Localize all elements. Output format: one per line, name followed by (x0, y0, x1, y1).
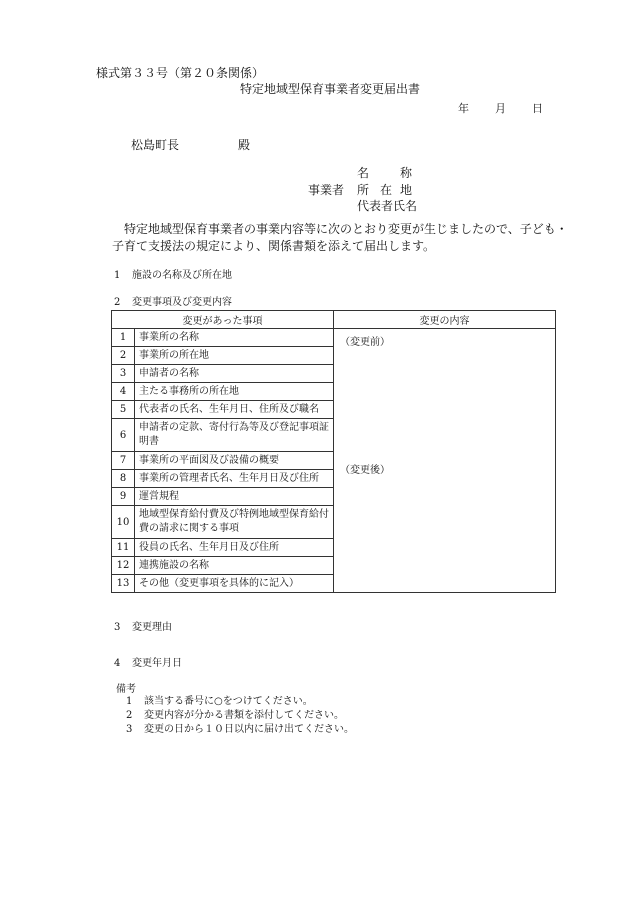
row-number: 1 (112, 329, 135, 347)
row-label: 地域型保育給付費及び特例地域型保育給付費の請求に関する事項 (135, 506, 334, 539)
remark-item (126, 706, 344, 721)
section-number: 1 (114, 270, 121, 281)
row-number: 7 (112, 452, 135, 470)
remark-text: 変更内容が分かる書類を添付してください。 (144, 710, 344, 721)
sender-label: 事業者 (308, 183, 345, 197)
body-paragraph: 特定地域型保育事業者の事業内容等に次のとおり変更が生じましたので、子ども・子育て支援法の規定により、関係書類を添えて届出します。 (112, 222, 568, 253)
date-month-label: 月 (495, 102, 506, 115)
addressee-honorific: 殿 (238, 138, 251, 152)
after-label: （変更後） (340, 465, 390, 476)
sender-address-label-b: 在 (380, 183, 393, 197)
table-row (112, 329, 556, 347)
sender-representative-label: 代表者氏名 (357, 199, 418, 213)
row-label: 役員の氏名、生年月日及び住所 (135, 539, 334, 557)
row-label: 事業所の所在地 (135, 347, 334, 365)
row-number: 12 (112, 557, 135, 575)
section-label: 施設の名称及び所在地 (132, 270, 232, 281)
remark-item (126, 692, 313, 707)
section-reason (114, 618, 172, 633)
remark-number: 3 (126, 724, 133, 735)
row-label: その他（変更事項を具体的に記入） (135, 575, 334, 593)
row-number: 4 (112, 383, 135, 401)
section-change-date (114, 654, 182, 669)
sender-address-label-c: 地 (400, 183, 413, 197)
changes-table (111, 310, 556, 593)
section-number: 4 (114, 658, 121, 669)
sender-address-label-a: 所 (357, 183, 370, 197)
addressee-name: 松島町長 (131, 138, 180, 152)
row-number: 2 (112, 347, 135, 365)
row-number: 11 (112, 539, 135, 557)
section-number: 3 (114, 622, 121, 633)
section-label: 変更年月日 (132, 658, 182, 669)
section-label: 変更理由 (132, 622, 172, 633)
table-header-row (112, 311, 556, 329)
row-label: 運営規程 (135, 488, 334, 506)
date-day-label: 日 (532, 102, 543, 115)
row-label: 申請者の定款、寄付行為等及び登記事項証明書 (135, 419, 334, 452)
row-number: 3 (112, 365, 135, 383)
section-changes (114, 293, 232, 308)
row-label: 事業所の平面図及び設備の概要 (135, 452, 334, 470)
row-label: 代表者の氏名、生年月日、住所及び職名 (135, 401, 334, 419)
row-number: 6 (112, 419, 135, 452)
remark-text: 該当する番号に○をつけてください。 (144, 696, 313, 707)
row-label: 主たる事務所の所在地 (135, 383, 334, 401)
date-year-label: 年 (458, 102, 469, 115)
row-label: 事業所の管理者氏名、生年月日及び住所 (135, 470, 334, 488)
sender-name-label-b: 称 (400, 166, 413, 180)
remark-item (126, 720, 354, 735)
row-number: 5 (112, 401, 135, 419)
row-number: 9 (112, 488, 135, 506)
remark-number: 2 (126, 710, 133, 721)
row-number: 8 (112, 470, 135, 488)
form-number: 様式第３３号（第２０条関係） (96, 66, 265, 80)
row-number: 13 (112, 575, 135, 593)
remark-text: 変更の日から１０日以内に届け出てください。 (144, 724, 354, 735)
section-label: 変更事項及び変更内容 (132, 297, 232, 308)
row-label: 連携施設の名称 (135, 557, 334, 575)
before-label: （変更前） (340, 337, 390, 348)
sender-name-label-a: 名 (357, 166, 370, 180)
column-header-item: 変更があった事項 (112, 311, 334, 329)
change-content-cell[interactable] (334, 329, 556, 593)
column-header-content: 変更の内容 (334, 311, 556, 329)
row-label: 事業所の名称 (135, 329, 334, 347)
remarks-title: 備考 (116, 684, 136, 695)
remark-number: 1 (126, 696, 133, 707)
row-label: 申請者の名称 (135, 365, 334, 383)
section-number: 2 (114, 297, 121, 308)
document-title: 特定地域型保育事業者変更届出書 (240, 82, 421, 96)
section-facility (114, 266, 232, 281)
row-number: 10 (112, 506, 135, 539)
